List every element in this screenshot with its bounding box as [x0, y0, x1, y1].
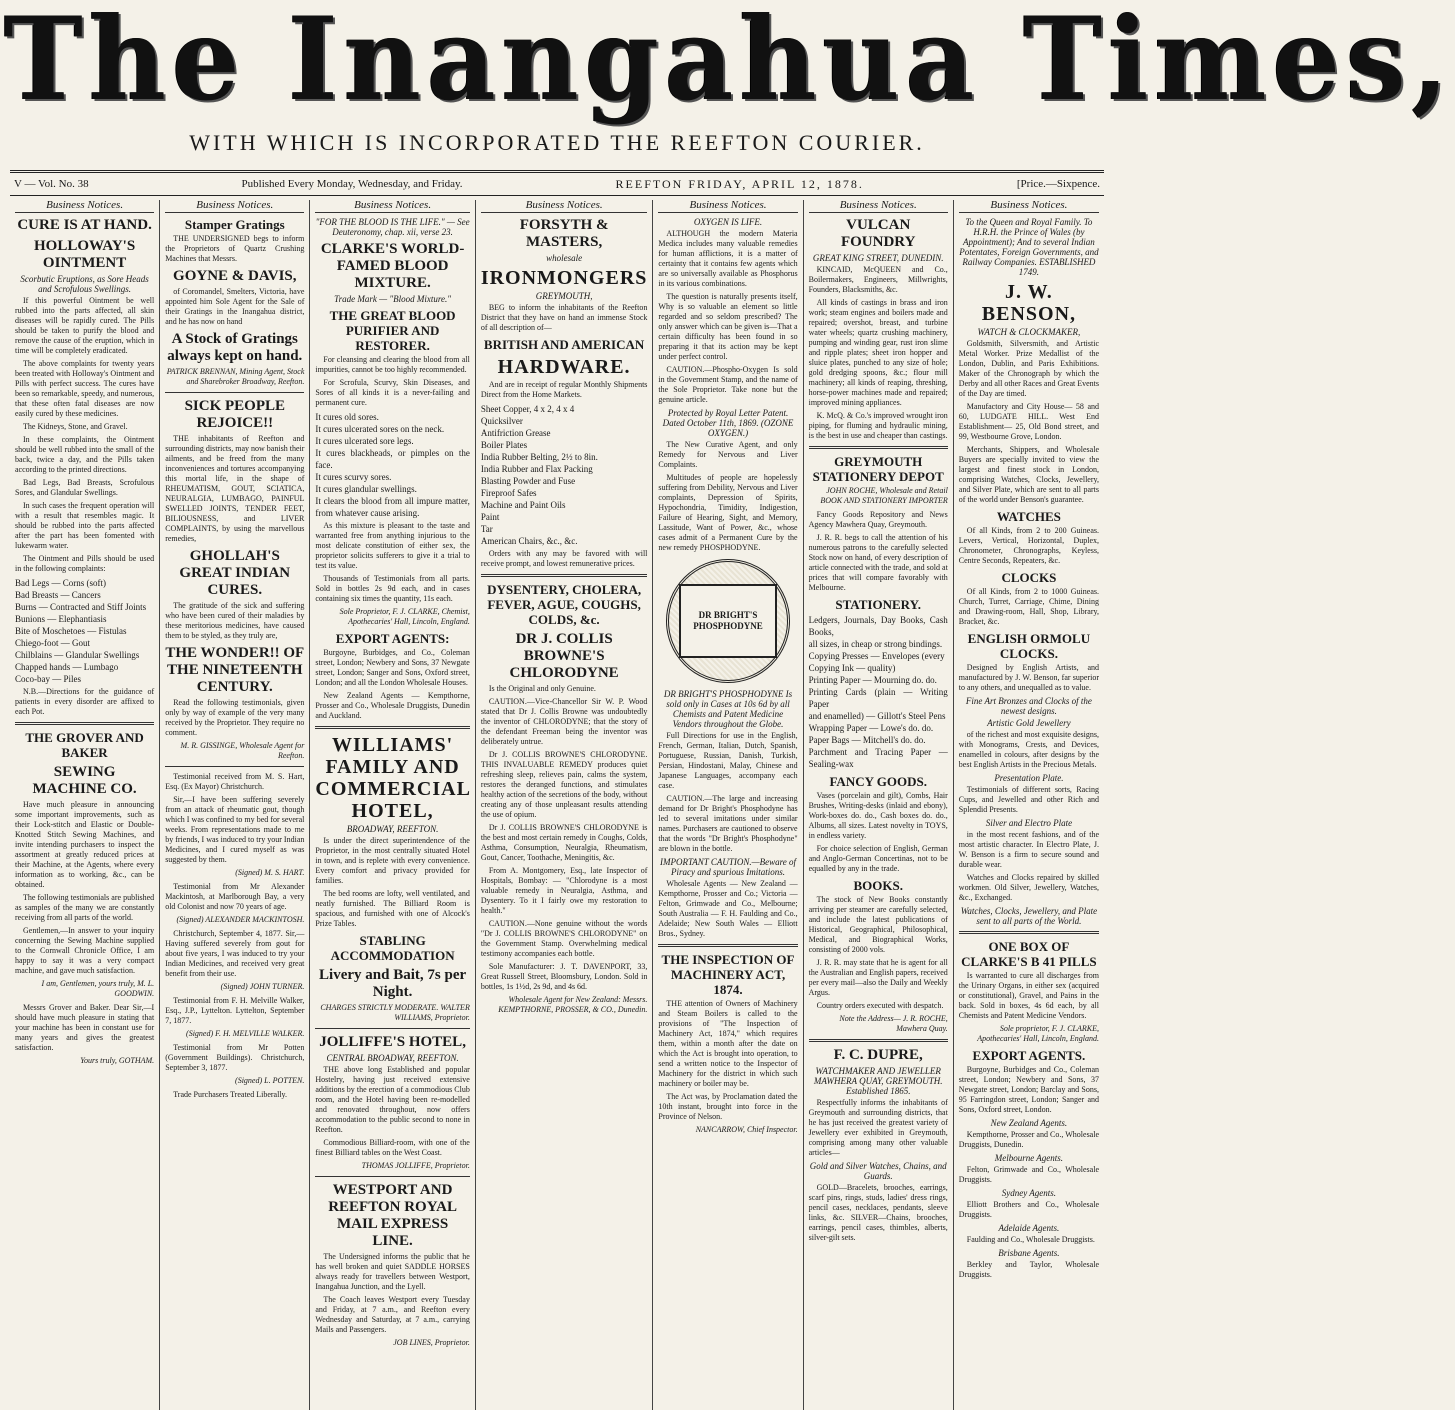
list-item: It cures glandular swellings.: [315, 484, 417, 494]
list-item: Antifriction Grease: [480, 428, 551, 438]
ad-subheading: Artistic Gold Jewellery: [987, 718, 1071, 728]
ad-paragraph: CAUTION.—Vice-Chancellor Sir W. P. Wood stated that Dr J. Collis Browne was undoubtedly the inventor of CHLORODYNE; that the story of the defendant Freeman being the inventor was deliberately untrue.: [480, 697, 648, 746]
ad-paragraph: The above complaints for twenty years been treated with Holloway's Ointment and Pills with perfect success. The cures have been so remarkable, speedy, and numerous, that these often fatal diseases are now easily cured by these medicines.: [15, 359, 155, 418]
ad-list: [809, 614, 948, 770]
column-heading: Business Notices.: [809, 200, 948, 213]
list-item: Wrapping Paper — Lowe's do. do.: [808, 723, 934, 733]
ad-subheading: Melbourne Agents.: [994, 1153, 1064, 1163]
list-item: Chiego-foot — Gout: [15, 638, 90, 648]
ad-subheading: To the Queen and Royal Family. To H.R.H. the Prince of Wales (by Appointment); And to several Indian Potentates, Foreign Governments, and Railway Companies. ESTABLISHED 1749.: [959, 217, 1099, 277]
ad-paragraph: CAUTION.—None genuine without the words "Dr J. COLLIS BROWNE'S CHLORODYNE" on the Government Stamp. Overwhelming medical testimony accompanies each bottle.: [480, 919, 648, 958]
ad-paragraph: For cleansing and clearing the blood from all impurities, cannot be too highly recommended.: [315, 355, 470, 374]
ad-paragraph: THE UNDERSIGNED begs to inform the Proprietors of Quartz Crushing Machines that Messrs.: [165, 234, 305, 263]
seal-label-line: PHOSPHODYNE: [693, 621, 763, 631]
ad-headline: A Stock of Gratings always kept on hand.: [167, 331, 303, 364]
ad-headline: HARDWARE.: [497, 356, 631, 378]
ad-signature: PATRICK BRENNAN, Mining Agent, Stock and Sharebroker Broadway, Reefton.: [166, 367, 305, 386]
ad-paragraph: The Act was, by Proclamation dated the 10th instant, brought into force in the Province of Nelson.: [658, 1092, 798, 1121]
ad-paragraph: Is the Original and only Genuine.: [488, 684, 596, 693]
ad-paragraph: Burgoyne, Burbidges and Co., Coleman street, London; Newbery and Sons, 37 Newgate street, London; Barclay and Sons, 95 Farringdon street, London; Sanger and Sons, Oxford street, London.: [958, 1065, 1099, 1114]
ad-paragraph: The Kidneys, Stone, and Gravel.: [23, 422, 128, 431]
ad-paragraph: Merchants, Shippers, and Wholesale Buyers are specially invited to view the largest and finest stock in London, comprising Watches, Clocks, Jewellery, and Silver Plate, which are sent to all parts of the world under Benson's guarantee.: [958, 445, 1099, 504]
ad-paragraph: Sole Manufacturer: J. T. DAVENPORT, 33, Great Russell Street, Bloomsbury, London. Sold in bottles, 1s 1½d, 2s 9d, and 4s 6d.: [480, 962, 648, 991]
ad-headline: STABLING ACCOMMODATION: [330, 933, 455, 963]
publication-days: Published Every Monday, Wednesday, and Friday.: [241, 178, 463, 190]
ad-paragraph: Testimonial from Mr Alexander Mackintosh, at Marlborough Bay, a very old Colonist and now 70 years of age.: [165, 882, 305, 911]
list-item: It cures ulcerated sore legs.: [315, 436, 414, 446]
ad-headline: EXPORT AGENTS:: [335, 631, 450, 646]
ad-paragraph: Wholesale Agents — New Zealand — Kempthorne, Prosser and Co.; Victoria — Felton, Grimwade and Co., Melbourne; South Australia — F. H. Faulding and Co., Adelaide; New South Wales — Elliott Bros., Sydney.: [658, 879, 798, 938]
list-item: American Chairs, &c., &c.: [480, 536, 578, 546]
ad-paragraph: of the richest and most exquisite designs, with Monograms, Crests, and Devices, enamelled in colours, after designs by the best English Artists in the Precious Metals.: [958, 730, 1099, 769]
ad-paragraph: For choice selection of English, German and Anglo-German Concertinas, not to be equalled by any in the trade.: [808, 844, 948, 873]
ad-subheading: CENTRAL BROADWAY, REEFTON.: [326, 1053, 459, 1063]
ad-subheading: Trade Mark — "Blood Mixture.": [334, 294, 452, 304]
list-item: Printing Cards (plain — Writing Paper: [808, 687, 948, 709]
ad-signature: JOHN ROCHE, Wholesale and Retail BOOK AND STATIONERY IMPORTER: [820, 486, 948, 505]
column-divider-rule: [658, 944, 797, 947]
column-divider-rule: [481, 574, 648, 577]
ad-headline: DR J. COLLIS BROWNE'S CHLORODYNE: [509, 631, 619, 681]
list-item: Copying Presses — Envelopes (every: [808, 651, 945, 661]
column-heading: Business Notices.: [658, 200, 797, 213]
ad-subheading: OXYGEN IS LIFE.: [693, 217, 763, 227]
ad-headline: BRITISH AND AMERICAN: [483, 337, 645, 352]
list-item: Ledgers, Journals, Day Books, Cash Books,: [808, 615, 948, 637]
ad-paragraph: The bed rooms are lofty, well ventilated, and neatly furnished. The Billiard Room is spacious, and furnished with one of Alcock's Prize Tables.: [315, 889, 470, 928]
ad-signature: Sole Proprietor, F. J. CLARKE, Chemist, Apothecaries' Hall, Lincoln, England.: [339, 607, 470, 626]
ad-subheading: Presentation Plate.: [994, 773, 1064, 783]
ad-paragraph: Thousands of Testimonials from all parts. Sold in bottles 2s 9d each, and in cases containing six times the quantity, 11s each.: [315, 574, 470, 603]
ad-signature: Wholesale Agent for New Zealand: Messrs. KEMPTHORNE, PROSSER, & CO., Dunedin.: [498, 995, 648, 1014]
list-item: and enamelled) — Gillott's Steel Pens: [808, 711, 946, 721]
ad-paragraph: Gentlemen,—In answer to your inquiry concerning the Sewing Machine supplied to the Cornwall Chronicle Office, I am happy to say it was a very compact machine, and gave much satisfaction.: [15, 926, 155, 975]
ad-paragraph: In such cases the frequent operation will with a result that resembles magic. It should be rubbed into the parts affected after the part has been fomented with lukewarm water.: [15, 501, 155, 550]
ad-headline: STATIONERY.: [835, 597, 922, 612]
column-heading: Business Notices.: [15, 200, 154, 213]
columns-container: [10, 200, 1104, 1410]
ad-paragraph: BEG to inform the inhabitants of the Reefton District that they have on hand an immense Stock of all description of—: [480, 303, 648, 332]
ad-paragraph: Sir,—I have been suffering severely from an attack of rheumatic gout, though which I was confined to my bed for several weeks. From representations made to me by friends, I was induced to try your Indian Medicines, and I cured myself as was suggested by them.: [165, 795, 305, 864]
seal-label-line: DR BRIGHT'S: [698, 610, 758, 620]
ad-signature: NANCARROW, Chief Inspector.: [695, 1125, 798, 1134]
list-item: It cures blackheads, or pimples on the face.: [315, 448, 470, 470]
ad-paragraph: Kempthorne, Prosser and Co., Wholesale Druggists, Dunedin.: [958, 1130, 1099, 1149]
ad-paragraph: Bad Legs, Bad Breasts, Scrofulous Sores, and Glandular Swellings.: [15, 478, 155, 497]
list-item: Chapped hands — Lumbago: [15, 662, 119, 672]
ad-paragraph: Designed by English Artists, and manufactured by J. W. Benson, far superior to any others, and unequalled as to value.: [958, 663, 1099, 692]
ad-signature: Yours truly, GOTHAM.: [80, 1056, 155, 1065]
ad-headline: VULCAN FOUNDRY: [840, 217, 916, 250]
ad-paragraph: Testimonial received from M. S. Hart, Esq. (Ex Mayor) Christchurch.: [165, 772, 305, 791]
column-3: [310, 200, 475, 1410]
phosphodyne-seal-illustration: [666, 559, 790, 683]
column-divider-rule: [959, 931, 1099, 934]
column-7: [954, 200, 1104, 1410]
ad-paragraph: Country orders executed with despatch.: [816, 1001, 944, 1010]
ad-paragraph: Of all Kinds, from 2 to 1000 Guineas. Church, Turret, Carriage, Chime, Dining and Drawing-room, Hall, Shop, Library, Bracket, &c.: [958, 587, 1099, 626]
column-divider-rule: [315, 726, 469, 729]
ad-paragraph: Testimonial from Mr Potten (Government Buildings). Christchurch, September 3, 1877.: [165, 1043, 305, 1072]
ad-paragraph: Of all Kinds, from 2 to 200 Guineas. Levers, Vertical, Horizontal, Duplex, Chronometer, Chronographs, Keyless, Centre Seconds, Repeaters, &c.: [958, 526, 1099, 565]
list-item: Burns — Contracted and Stiff Joints: [15, 602, 147, 612]
list-item: Fireproof Safes: [480, 488, 537, 498]
column-heading: Business Notices.: [165, 200, 304, 213]
ad-paragraph: Felton, Grimwade and Co., Wholesale Druggists.: [958, 1165, 1099, 1184]
column-divider-rule: [315, 1176, 469, 1177]
ad-paragraph: Vases (porcelain and gilt), Combs, Hair Brushes, Writing-desks (inlaid and ebony), Work-boxes do. do., Cash boxes do. do., Albums, all sizes. Latest novelty in TOYS, in endless variety.: [808, 791, 948, 840]
ad-headline: FORSYTH & MASTERS,: [519, 217, 609, 250]
ad-subheading: BROADWAY, REEFTON.: [346, 824, 439, 834]
ad-headline: SICK PEOPLE REJOICE!!: [184, 398, 285, 431]
ad-paragraph: N.B.—Directions for the guidance of patients in every disorder are affixed to each Pot.: [15, 687, 155, 716]
ad-paragraph: Is under the direct superintendence of the Proprietor, in the most centrally situated Hotel in town, and is replete with every convenience. Every comfort and privacy provided for families.: [315, 836, 470, 885]
ad-paragraph: And are in receipt of regular Monthly Shipments Direct from the Home Markets.: [480, 380, 648, 399]
list-item: Sheet Copper, 4 x 2, 4 x 4: [480, 404, 575, 414]
ad-subheading: Protected by Royal Letter Patent. Dated October 11th, 1869. (OZONE OXYGEN.): [662, 408, 794, 438]
ad-subheading: Watches, Clocks, Jewellery, and Plate sent to all parts of the World.: [960, 906, 1098, 926]
ad-signature: Note the Address— J. R. ROCHE, Mawhera Quay.: [839, 1014, 948, 1033]
ad-headline: EXPORT AGENTS.: [972, 1048, 1086, 1063]
list-item: Bunions — Elephantiasis: [15, 614, 107, 624]
issue-date: REEFTON FRIDAY, APRIL 12, 1878.: [615, 176, 864, 191]
ad-headline: WATCHES: [996, 509, 1061, 524]
ad-subheading: WATCHMAKER AND JEWELLER MAWHERA QUAY, GREYMOUTH. Established 1865.: [813, 1066, 943, 1096]
column-heading: Business Notices.: [959, 200, 1099, 213]
list-item: India Rubber Belting, 2½ to 8in.: [480, 452, 598, 462]
ad-list: [15, 577, 154, 685]
ad-subheading: Fine Art Bronzes and Clocks of the newest designs.: [965, 696, 1092, 716]
ad-signature: (Signed) L. POTTEN.: [235, 1076, 305, 1085]
ad-headline: THE INSPECTION OF MACHINERY ACT, 1874.: [661, 952, 795, 997]
ad-subheading: IMPORTANT CAUTION.—Beware of Piracy and spurious Imitations.: [659, 857, 797, 877]
ad-signature: I am, Gentlemen, yours truly, M. L. GOODWIN.: [41, 979, 155, 998]
list-item: Chilblains — Glandular Swellings: [15, 650, 140, 660]
list-item: It cures old sores.: [315, 412, 379, 422]
ad-headline: JOLLIFFE'S HOTEL,: [319, 1034, 466, 1050]
ad-paragraph: Full Directions for use in the English, French, German, Italian, Dutch, Spanish, Portuguese, Russian, Danish, Turkish, Persian, Hindostani, Malay, Chinese and Japanese Languages, accompany each case.: [658, 731, 798, 790]
ad-headline: ENGLISH ORMOLU CLOCKS.: [967, 631, 1091, 661]
column-2: [160, 200, 310, 1410]
ad-headline: F. C. DUPRE,: [833, 1047, 923, 1063]
column-heading: Business Notices.: [481, 200, 648, 213]
ad-paragraph: GOLD—Bracelets, brooches, earrings, scarf pins, rings, studs, ladies' dress rings, pencil cases, necklaces, pendants, sleeve links, &c. SILVER—Chains, brooches, earrings, pencil cases, thimbles, alberts, silver-gilt sets.: [808, 1183, 948, 1242]
ad-paragraph: The Coach leaves Westport every Tuesday and Friday, at 7 a.m., and Reefton every Wednesday and Saturday, at 7 a.m., carrying Mails and Passengers.: [315, 1295, 470, 1334]
ad-paragraph: Dr J. COLLIS BROWNE'S CHLORODYNE. THIS INVALUABLE REMEDY produces quiet refreshing sleep, relieves pain, calms the system, restores the deranged functions, and stimulates healthy action of the secretions of the body, without creating any of those unpleasant results attending the use of opium.: [480, 750, 648, 819]
column-divider-rule: [315, 1028, 469, 1029]
column-divider-rule: [165, 392, 304, 393]
volume-number: V — Vol. No. 38: [14, 178, 89, 190]
ad-paragraph: Trade Purchasers Treated Liberally.: [173, 1090, 288, 1099]
list-item: Copying Ink — quality): [808, 663, 896, 673]
ad-paragraph: The question is naturally presents itself, Why is so valuable an element so little regarded and so seldom prescribed? The only answer which can be given is—That a certain difficulty has been found in so preparing it that its action may be kept under perfect control.: [658, 292, 798, 361]
ad-signature: (Signed) M. S. HART.: [235, 868, 305, 877]
ad-list: [481, 403, 648, 547]
ad-paragraph: The New Curative Agent, and only Remedy for Nervous and Liver Complaints.: [658, 440, 798, 469]
ad-subheading: Silver and Electro Plate: [985, 818, 1073, 828]
list-item: Bad Breasts — Cancers: [15, 590, 101, 600]
ad-subheading: Brisbane Agents.: [998, 1248, 1060, 1258]
ad-paragraph: Orders with any may be favored with will receive prompt, and lowest remunerative prices.: [480, 549, 648, 568]
list-item: Paint: [480, 512, 500, 522]
ad-paragraph: J. R. R. begs to call the attention of his numerous patrons to the carefully selected Stock now on hand, of every description of article connected with the trade, and sold at prices that will compare favorably with Melbourne.: [808, 533, 948, 592]
list-item: all sizes, in cheap or strong bindings.: [808, 639, 943, 649]
ad-headline: CLOCKS: [1001, 570, 1057, 585]
ad-paragraph: The Undersigned informs the public that he has well broken and quiet SADDLE HORSES always ready for travellers between Westport, Inangahua Junction, and the Lyell.: [315, 1252, 470, 1291]
ad-signature: JOB LINES, Proprietor.: [393, 1338, 470, 1347]
ad-paragraph: New Zealand Agents — Kempthorne, Prosser and Co., Wholesale Druggists, Dunedin and Auckland.: [315, 691, 470, 720]
ad-signature: CHARGES STRICTLY MODERATE. WALTER WILLIAMS, Proprietor.: [320, 1003, 470, 1022]
ad-headline: IRONMONGERS: [480, 267, 648, 289]
list-item: Boiler Plates: [480, 440, 528, 450]
list-item: Coco-bay — Piles: [15, 674, 81, 684]
ad-paragraph: Multitudes of people are hopelessly suffering from Debility, Nervous and Liver complaints, Depression of Spirits, Hypochondria, Timidity, Indigestion, Failure of Hearing, Sight, and Memory, Lassitude, Want of Power, &c., whose cases admit of a Permanent Cure by the new remedy PHOSPHODYNE.: [658, 473, 798, 552]
seal-label: [679, 584, 777, 658]
ad-headline: Livery and Bait, 7s per Night.: [319, 967, 467, 1000]
ad-subheading: New Zealand Agents.: [990, 1118, 1068, 1128]
ad-paragraph: KINCAID, McQUEEN and Co., Boilermakers, Engineers, Millwrights, Founders, Blacksmiths, &c.: [808, 265, 948, 294]
ad-paragraph: All kinds of castings in brass and iron work; steam engines and boilers made and repaired; overshot, breast, and turbine water wheels; quartz crushing machinery, pumping and winding gear, rust iron slime and ripple plates; sheet iron hopper and sluice plates, punched to any size of hole; gold dredging spoons, &c.; flour mill machinery; all kinds of reaping, threshing, horse-power machines made and repaired; improved mining appliances.: [808, 298, 948, 407]
ad-headline: Stamper Gratings: [184, 217, 285, 232]
ad-paragraph: The gratitude of the sick and suffering who have been cured of their maladies by these meritorious medicines, have caused them to be styled, as they truly are,: [165, 601, 305, 640]
dateline: [10, 170, 1104, 196]
ad-paragraph: Messrs Grover and Baker. Dear Sir,—I should have much pleasure in stating that your machine has been in constant use for many years and gives the greatest satisfaction.: [15, 1003, 155, 1052]
ad-subheading: DR BRIGHT'S PHOSPHODYNE Is sold only in Cases at 10s 6d by all Chemists and Patent Medicine Vendors throughout the Globe.: [663, 689, 793, 729]
list-item: It cures ulcerated sores on the neck.: [315, 424, 445, 434]
ad-paragraph: Have much pleasure in announcing some important improvements, such as their Lock-stitch and Elastic or Double-Knotted Stitch Sewing Machines, and invite intending purchasers to inspect the assortment at greatly reduced prices at their Machine, at the Agents, where every information as to working, &c., can be obtained.: [15, 800, 155, 889]
ad-paragraph: in the most recent fashions, and of the most artistic character. In Electro Plate, J. W. Benson is a firm to secure sound and durable wear.: [958, 830, 1099, 869]
column-heading: Business Notices.: [315, 200, 469, 213]
column-5: [653, 200, 803, 1410]
list-item: It cures scurvy sores.: [315, 472, 392, 482]
ad-paragraph: Christchurch, September 4, 1877. Sir,—Having suffered severely from gout for about five years, I was induced to try your Indian Medicines, and received very great benefit from their use.: [165, 929, 305, 978]
column-divider-rule: [15, 722, 154, 725]
ad-subheading: Adelaide Agents.: [998, 1223, 1060, 1233]
masthead-subtitle: WITH WHICH IS INCORPORATED THE REEFTON COURIER.: [189, 130, 925, 155]
ad-paragraph: Goldsmith, Silversmith, and Artistic Metal Worker. Prize Medallist of the London, Dublin, and Paris Exhibitions. Maker of the Chronograph by which the Derby and all other Races and Great Events of the Day are timed.: [958, 339, 1099, 398]
ad-headline: FANCY GOODS.: [829, 774, 927, 789]
ad-paragraph: Berkley and Taylor, Wholesale Druggists.: [958, 1260, 1099, 1279]
list-item: Tar: [480, 524, 493, 534]
ad-paragraph: Dr J. COLLIS BROWNE'S CHLORODYNE is the best and most certain remedy in Coughs, Colds, Asthma, Consumption, Neuralgia, Rheumatism, Gout, Cancer, Toothache, Meningitis, &c.: [480, 823, 648, 862]
ad-headline: ONE BOX OF CLARKE'S B 41 PILLS: [961, 939, 1097, 969]
column-divider-rule: [809, 446, 948, 449]
ad-subheading: GREYMOUTH,: [535, 291, 593, 301]
ad-subheading: Gold and Silver Watches, Chains, and Guards.: [809, 1161, 947, 1181]
ad-paragraph: Commodious Billiard-room, with one of the finest Billiard tables on the West Coast.: [315, 1138, 470, 1157]
ad-paragraph: Respectfully informs the inhabitants of Greymouth and surrounding districts, that he has just received the greatest variety of Jewellery ever exhibited in Greymouth, comprising among many other valuable articles—: [808, 1098, 948, 1157]
ad-paragraph: Read the following testimonials, given only by way of example of the very many received by the Proprietor. They require no comment.: [165, 698, 305, 737]
ad-headline: THE WONDER!! OF THE NINETEENTH CENTURY.: [165, 645, 305, 695]
ad-paragraph: Is warranted to cure all discharges from the Urinary Organs, in either sex (acquired or constitutional), Gravel, and Pains in the back. Sold in boxes, 4s 6d each, by all Chemists and Patent Medicine Vendors.: [958, 971, 1099, 1020]
ad-headline: WESTPORT AND REEFTON ROYAL MAIL EXPRESS LINE.: [328, 1182, 457, 1249]
ad-signature: M. R. GISSINGE, Wholesale Agent for Reefton.: [180, 741, 305, 760]
list-item: Quicksilver: [480, 416, 523, 426]
ad-subheading: "FOR THE BLOOD IS THE LIFE." — See Deuteronomy, chap. xii, verse 23.: [315, 217, 470, 237]
list-item: India Rubber and Flax Packing: [480, 464, 593, 474]
list-item: Parchment and Tracing Paper — Sealing-wax: [808, 747, 948, 769]
column-divider-rule: [165, 766, 304, 767]
list-item: Blasting Powder and Fuse: [480, 476, 576, 486]
ad-headline: CLARKE'S WORLD-FAMED BLOOD MIXTURE.: [320, 241, 465, 291]
ad-paragraph: THE above long Established and popular Hostelry, having just received extensive additions by the erection of a commodious Club room, and the Hotel having been re-modelled and renovated throughout, now offers accommodation to the public second to none in Reefton.: [315, 1065, 470, 1134]
ad-paragraph: Testimonials of different sorts, Racing Cups, and Jewelled and other Rich and Splendid Presents.: [958, 785, 1099, 814]
ad-paragraph: Fancy Goods Repository and News Agency Mawhera Quay, Greymouth.: [808, 510, 948, 529]
ad-headline: GOYNE & DAVIS,: [173, 268, 297, 284]
list-item: Bad Legs — Corns (soft): [15, 578, 106, 588]
ad-headline: GREYMOUTH STATIONERY DEPOT: [812, 454, 944, 484]
ad-paragraph: Manufactory and City House— 58 and 60, LUDGATE HILL. West End Establishment— 25, Old Bond street, and 99, Westbourne Grove, London.: [958, 402, 1099, 441]
masthead-title: The Inangahua Times,: [4, 0, 1455, 126]
ad-signature: (Signed) ALEXANDER MACKINTOSH.: [176, 915, 305, 924]
ad-signature: (Signed) JOHN TURNER.: [220, 982, 305, 991]
ad-signature: Sole proprietor, F. J. CLARKE, Apothecaries' Hall, Lincoln, England.: [977, 1024, 1099, 1043]
ad-paragraph: THE inhabitants of Reefton and surrounding districts, may now banish their ailments, and be freed from the many inconveniences and tortures accompanying this mortal life, in the shape of RHEUMATISM, GOUT, SCIATICA, NEURALGIA, LUMBAGO, PAINFUL SWELLED JOINTS, TENDER FEET, BILIOUSNESS, and LIVER COMPLAINTS, by using the marvellous remedies,: [165, 434, 305, 543]
ad-subheading: WATCH & CLOCKMAKER,: [977, 327, 1081, 337]
ad-signature: (Signed) F. H. MELVILLE WALKER.: [186, 1029, 305, 1038]
ad-paragraph: From A. Montgomery, Esq., late Inspector of Hospitals, Bombay: — "Chlorodyne is a most valuable remedy in Neuralgia, Asthma, and Dysentery. To it I fairly owe my restoration to health.": [480, 866, 648, 915]
ad-headline: DYSENTERY, CHOLERA, FEVER, AGUE, COUGHS, COLDS, &c.: [487, 582, 642, 627]
ad-subheading: Sydney Agents.: [1001, 1188, 1057, 1198]
ad-headline: SEWING MACHINE CO.: [32, 764, 137, 797]
ad-paragraph: If this powerful Ointment be well rubbed into the parts affected, all skin diseases will be rapidly cured. The Pills should be taken to purify the blood and remove the cause of the eruption, which in time will be completely eradicated.: [15, 296, 155, 355]
ad-headline: THE GREAT BLOOD PURIFIER AND RESTORER.: [329, 308, 456, 353]
ad-paragraph: of Coromandel, Smelters, Victoria, have appointed him Sole Agent for the Sale of their Gratings in the Inangahua district, and he has now on hand: [165, 287, 305, 326]
ad-headline: J. W. BENSON,: [981, 281, 1077, 325]
ad-paragraph: The Ointment and Pills should be used in the following complaints:: [15, 554, 155, 573]
ad-paragraph: Elliott Brothers and Co., Wholesale Druggists.: [958, 1200, 1099, 1219]
ad-paragraph: As this mixture is pleasant to the taste and warranted free from anything injurious to the most delicate constitution of either sex, the proprietor solicits sufferers to give it a trial to test its value.: [315, 521, 470, 570]
ad-paragraph: In these complaints, the Ointment should be well rubbed into the small of the back, twice a day, and the Pills taken according to the printed directions.: [15, 435, 155, 474]
price: [Price.—Sixpence.: [1016, 178, 1100, 190]
list-item: Machine and Paint Oils: [480, 500, 566, 510]
ad-headline: HOLLOWAY'S OINTMENT: [34, 238, 136, 271]
ad-paragraph: Faulding and Co., Wholesale Druggists.: [966, 1235, 1095, 1244]
ad-subheading: Scorbutic Eruptions, as Sore Heads and Scrofulous Swellings.: [20, 274, 149, 294]
list-item: Printing Paper — Mourning do. do.: [808, 675, 937, 685]
ad-headline: BOOKS.: [853, 878, 903, 893]
ad-paragraph: CAUTION.—The large and increasing demand for Dr Bright's Phosphodyne has led to several imitations under similar names. Purchasers are cautioned to observe that the words "Dr Bright's Phosphodyne" are blown in the bottle.: [658, 794, 798, 853]
ad-paragraph: For Scrofula, Scurvy, Skin Diseases, and Sores of all kinds it is a never-failing and permanent cure.: [315, 378, 470, 407]
ad-paragraph: Watches and Clocks repaired by skilled workmen. Old Silver, Jewellery, Watches, &c., Exchanged.: [958, 873, 1099, 902]
list-item: It clears the blood from all impure matter, from whatever cause arising.: [315, 496, 470, 518]
ad-paragraph: Testimonial from F. H. Melville Walker, Esq., J.P., Lyttelton. Lyttelton, September 7, 1877.: [165, 996, 305, 1025]
list-item: Bite of Moschetoes — Fistulas: [15, 626, 127, 636]
ad-paragraph: The stock of New Books constantly arriving per steamer are carefully selected, and include the latest publications of Historical, Geographical, Philosophical, Medical, and Biographical Works, consisting of 2000 vols.: [808, 895, 948, 954]
ad-paragraph: CAUTION.—Phospho-Oxygen Is sold in the Government Stamp, and the name of the Sole Proprietor. Take none but the genuine article.: [658, 365, 798, 404]
ad-headline: CURE IS AT HAND.: [17, 217, 152, 233]
ad-paragraph: ALTHOUGH the modern Materia Medica includes many valuable remedies for human afflictions, it is a matter of certainty that it contains few agents which are so universally available as Phosphorus in its various combinations.: [658, 229, 798, 288]
ad-paragraph: The following testimonials are published as samples of the many we are constantly receiving from all parts of the world.: [15, 893, 155, 922]
list-item: Paper Bags — Mitchell's do. do.: [808, 735, 926, 745]
ad-list: [315, 411, 469, 519]
ad-paragraph: Burgoyne, Burbidges, and Co., Coleman street, London; Newbery and Sons, 37 Newgate street, London; Sanger and Sons, Oxford street, London; and all the London Wholesale Houses.: [315, 648, 470, 687]
ad-headline: WILLIAMS' FAMILY AND COMMERCIAL HOTEL,: [315, 734, 471, 822]
column-1: [10, 200, 160, 1410]
ad-subheading: wholesale: [546, 253, 583, 263]
ad-paragraph: THE attention of Owners of Machinery and Steam Boilers is called to the provisions of "The Inspection of Machinery Act, 1874," which requires them, within a month after the date on which the Act is brought into operation, to send a written notice to the Inspector of Machinery for the district in which such machinery or boiler may be.: [658, 999, 798, 1088]
column-6: [804, 200, 954, 1410]
column-4: [476, 200, 654, 1410]
ad-headline: THE GROVER AND BAKER: [25, 730, 144, 760]
ad-signature: THOMAS JOLLIFFE, Proprietor.: [361, 1161, 470, 1170]
ad-headline: GHOLLAH'S GREAT INDIAN CURES.: [179, 548, 291, 598]
column-divider-rule: [809, 1039, 948, 1042]
ad-subheading: GREAT KING STREET, DUNEDIN.: [812, 253, 944, 263]
ad-paragraph: J. R. R. may state that he is agent for all the Australian and English papers, received per every mail—also the Daily and Weekly Argus.: [808, 958, 948, 997]
ad-paragraph: K. McQ. & Co.'s improved wrought iron piping, for fluming and hydraulic mining, is the best in use and cheaper than castings.: [808, 411, 948, 440]
